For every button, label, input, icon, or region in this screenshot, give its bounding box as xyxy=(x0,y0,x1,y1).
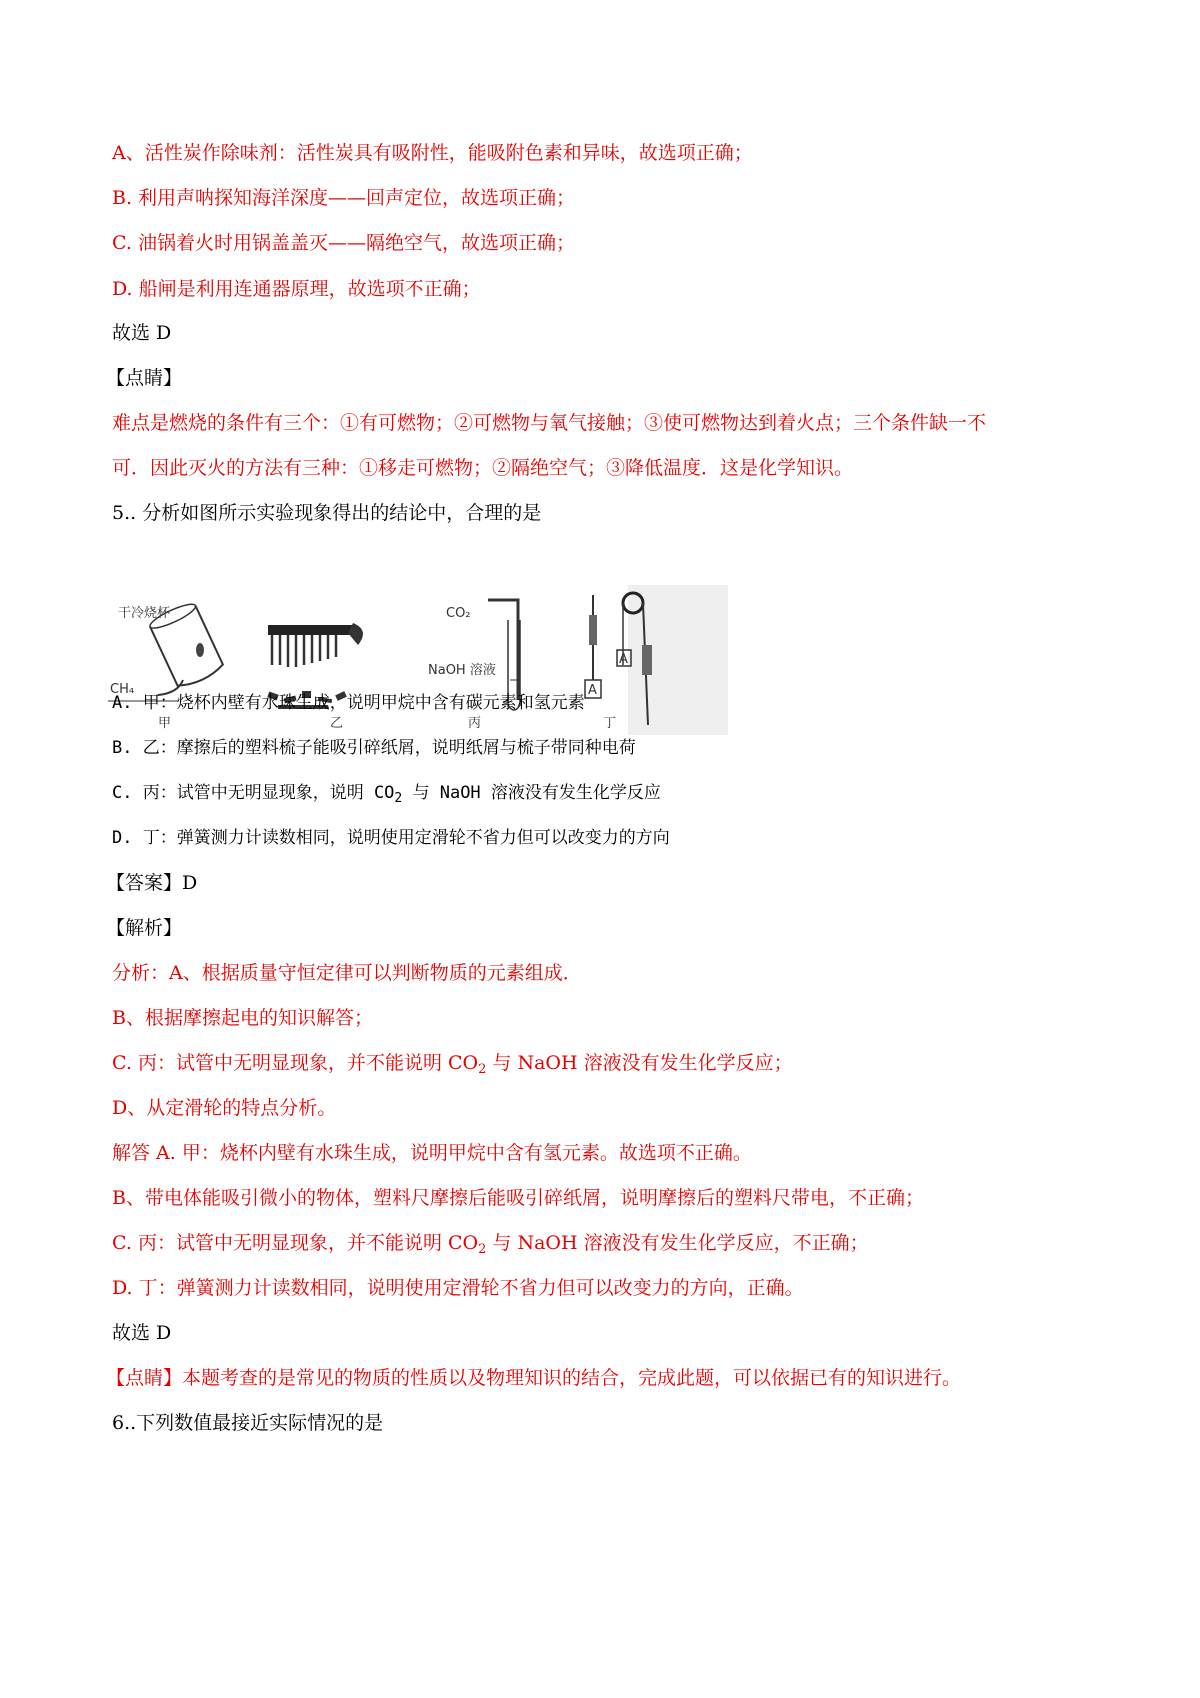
co2-label: CO₂ xyxy=(446,606,471,621)
weight-a-middle: A xyxy=(619,652,628,667)
analysis-heading: 【解析】 xyxy=(106,917,183,939)
beaker-label: 干冷烧杯 xyxy=(118,606,171,621)
analysis-line-2: B、根据摩擦起电的知识解答； xyxy=(112,1007,373,1029)
answer-line: 【答案】D xyxy=(106,872,198,894)
option-a: A. 甲：烧杯内壁有水珠生成，说明甲烷中含有碳元素和氢元素 xyxy=(112,693,585,713)
label-bing: 丙 xyxy=(468,716,482,731)
analysis-line-3-sub: 2 xyxy=(478,1062,487,1077)
tip-heading: 【点睛】 xyxy=(106,367,183,389)
naoh-label: NaOH 溶液 xyxy=(428,663,496,678)
analysis-line-3-text-1: C. 丙：试管中无明显现象，并不能说明 CO xyxy=(112,1052,479,1074)
analysis-line-1: 分析：A、根据质量守恒定律可以判断物质的元素组成． xyxy=(112,962,582,984)
option-d-explanation: D. 船闸是利用连通器原理，故选项不正确； xyxy=(112,278,481,300)
tip-text-line-1: 难点是燃烧的条件有三个：①有可燃物；②可燃物与氧气接触；③使可燃物达到着火点；三个条件缺一不 xyxy=(112,412,987,434)
option-b: B. 乙：摩擦后的塑料梳子能吸引碎纸屑，说明纸屑与梳子带同种电荷 xyxy=(112,738,636,758)
option-c-text-2: 与 NaOH 溶液没有发生化学反应 xyxy=(402,783,661,803)
analysis-line-4: D、从定滑轮的特点分析。 xyxy=(112,1097,337,1119)
label-yi: 乙 xyxy=(330,716,344,731)
analysis-line-7-sub: 2 xyxy=(478,1242,487,1257)
analysis-line-5: 解答 A. 甲：烧杯内壁有水珠生成，说明甲烷中含有氢元素。故选项不正确。 xyxy=(112,1142,752,1164)
option-b-explanation: B. 利用声呐探知海洋深度——回声定位，故选项正确； xyxy=(112,187,576,209)
analysis-line-7-text-1: C. 丙：试管中无明显现象，并不能说明 CO xyxy=(112,1232,479,1254)
option-d: D. 丁：弹簧测力计读数相同，说明使用定滑轮不省力但可以改变力的方向 xyxy=(112,828,670,848)
tip-line-q5: 【点睛】本题考查的是常见的物质的性质以及物理知识的结合，完成此题，可以依据已有的知识进行。 xyxy=(106,1367,962,1389)
analysis-line-3-text-2: 与 NaOH 溶液没有发生化学反应； xyxy=(486,1052,793,1074)
analysis-line-7-text-2: 与 NaOH 溶液没有发生化学反应，不正确； xyxy=(486,1232,869,1254)
option-a-explanation: A、活性炭作除味剂：活性炭具有吸附性，能吸附色素和异味，故选项正确； xyxy=(112,142,753,164)
analysis-line-7 xyxy=(112,1230,869,1256)
choice-line-2: 故选 D xyxy=(112,1322,172,1344)
question-6-stem: 6..下列数值最接近实际情况的是 xyxy=(112,1412,384,1434)
option-c-sub: 2 xyxy=(394,791,403,806)
analysis-line-6: B、带电体能吸引微小的物体，塑料尺摩擦后能吸引碎纸屑，说明摩擦后的塑料尺带电，不正确； xyxy=(112,1187,924,1209)
ch4-label: CH₄ xyxy=(110,682,135,697)
figure-ding xyxy=(585,585,728,735)
option-c-explanation: C. 油锅着火时用锅盖盖灭——隔绝空气，故选项正确； xyxy=(112,232,575,254)
weight-a-left: A xyxy=(588,683,597,698)
option-c xyxy=(112,780,661,806)
label-ding: 丁 xyxy=(603,716,617,731)
option-c-text-1: C. 丙：试管中无明显现象，说明 CO xyxy=(112,783,395,803)
analysis-line-3 xyxy=(112,1050,793,1076)
analysis-line-8: D. 丁：弹簧测力计读数相同，说明使用定滑轮不省力但可以改变力的方向，正确。 xyxy=(112,1277,804,1299)
choice-line: 故选 D xyxy=(112,322,172,344)
question-5-stem: 5.. 分析如图所示实验现象得出的结论中，合理的是 xyxy=(112,502,542,524)
label-jia: 甲 xyxy=(158,716,172,731)
tip-text-line-2: 可．因此灭火的方法有三种：①移走可燃物；②隔绝空气；③降低温度．这是化学知识。 xyxy=(112,457,854,479)
